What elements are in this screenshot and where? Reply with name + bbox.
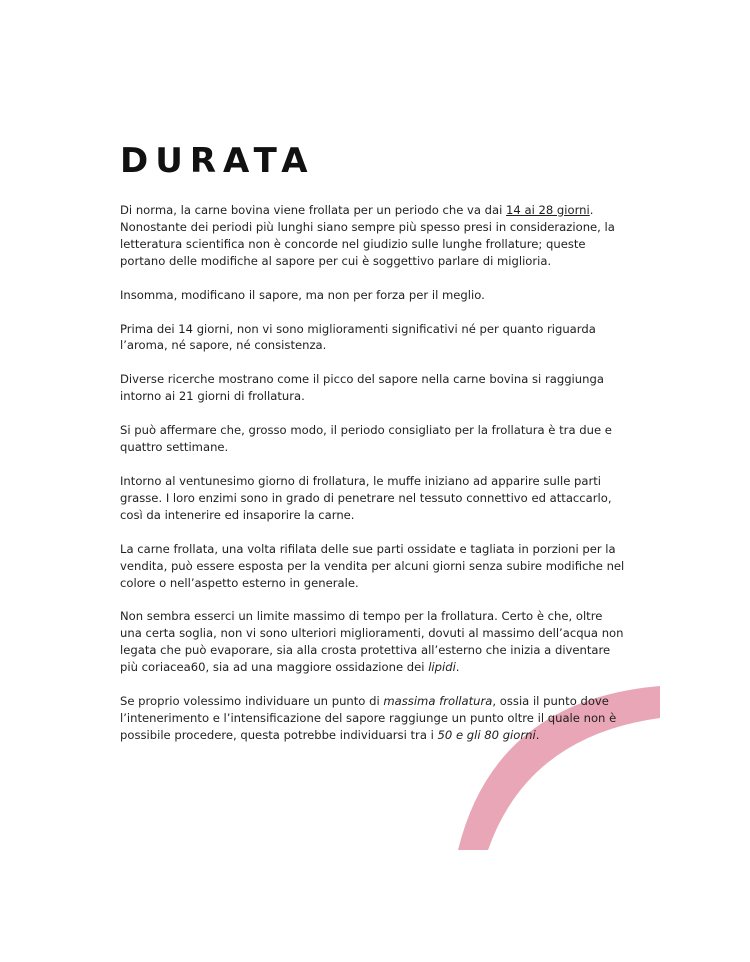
paragraph-8: [120, 608, 625, 676]
paragraph-9: [120, 693, 625, 744]
paragraph-6: Intorno al ventunesimo giorno di frollatura, le muffe iniziano ad apparire sulle parti grasse. I loro enzimi sono in grado di penetrare nel tessuto connettivo ed attaccarlo, così da intenerire ed insaporire la carne.: [120, 473, 612, 522]
article-body: [120, 140, 625, 761]
italic-lipidi: lipidi: [428, 660, 456, 675]
italic-day-range: 50 e gli 80 giorni: [437, 727, 536, 742]
paragraph-4: Diverse ricerche mostrano come il picco del sapore nella carne bovina si raggiunga intorno ai 21 giorni di frollatura.: [120, 372, 604, 404]
italic-massima-frollatura: massima frollatura: [383, 694, 493, 709]
paragraph-1-text: Di norma, la carne bovina viene frollata per un periodo che va dai: [120, 203, 507, 217]
paragraph-9-text: Se proprio volessimo individuare un punto di: [120, 694, 384, 709]
paragraph-9-text-mid: , ossia il punto dove l’intenerimento e l’intensificazione del sapore raggiunge un punto oltre il quale non è possibile procedere, questa potrebbe individuarsi tra i: [120, 694, 617, 742]
page-title: DURATA: [120, 141, 315, 181]
paragraph-9-end: .: [535, 727, 540, 742]
paragraph-1: [120, 202, 625, 270]
paragraph-5: Si può affermare che, grosso modo, il periodo consigliato per la frollatura è tra due e quattro settimane.: [120, 423, 612, 455]
underlined-range: 14 ai 28 giorni: [506, 203, 590, 217]
paragraph-1-text-rest: . Nonostante dei periodi più lunghi siano sempre più spesso presi in considerazione, la letteratura scientifica non è concorde nel giudizio sulle lunghe frollature; queste portano delle modifiche al sapore per cui è soggettivo parlare di miglioria.: [120, 203, 615, 268]
paragraph-8-text: Non sembra esserci un limite massimo di tempo per la frollatura. Certo è che, oltre una certa soglia, non vi sono ulteriori miglioramenti, dovuti al massimo dell’acqua non legata che può evaporare, sia alla crosta protettiva all’esterno che inizia a diventare più coriacea60, sia ad una maggiore ossidazione dei: [120, 609, 624, 675]
paragraph-7: La carne frollata, una volta rifilata delle sue parti ossidate e tagliata in porzioni per la vendita, può essere esposta per la vendita per alcuni giorni senza subire modifiche nel colore o nell’aspetto esterno in generale.: [120, 541, 625, 590]
paragraph-3: Prima dei 14 giorni, non vi sono miglioramenti significativi né per quanto riguarda l’aroma, né sapore, né consistenza.: [120, 321, 596, 353]
paragraph-8-end: .: [455, 660, 460, 675]
paragraph-2: Insomma, modificano il sapore, ma non per forza per il meglio.: [120, 287, 485, 302]
